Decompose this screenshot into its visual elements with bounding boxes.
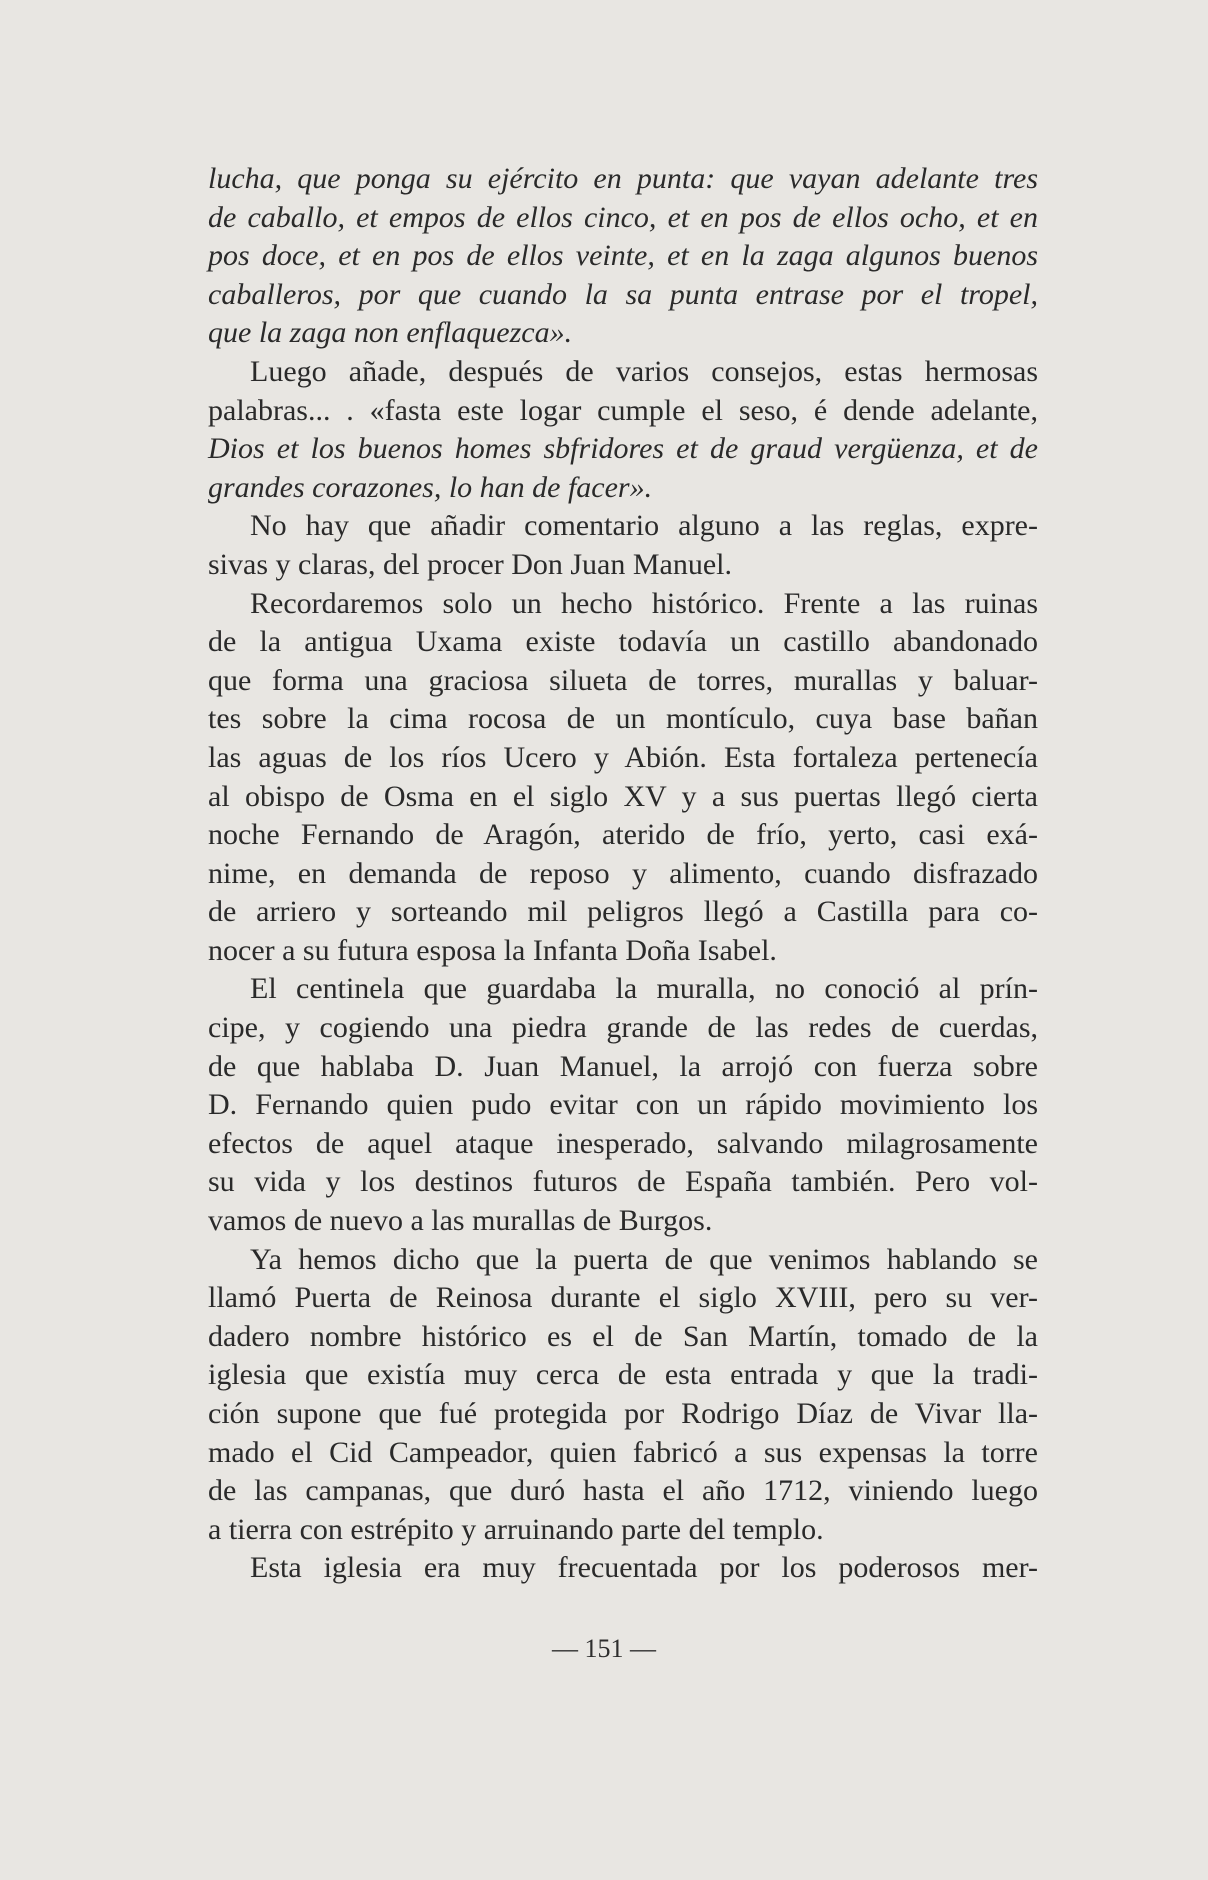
text-line: pos doce, et en pos de ellos veinte, et en la zaga algunos buenos — [208, 239, 1038, 273]
text-line: que forma una graciosa silueta de torres, murallas y baluar- — [208, 663, 1038, 697]
text-line: caballeros, por que cuando la sa punta entrase por el tropel, — [208, 277, 1038, 311]
text-line: efectos de aquel ataque inesperado, salvando milagrosamente — [208, 1126, 1038, 1160]
text-line: que la zaga non enflaquezca». — [208, 316, 573, 350]
text-line: vamos de nuevo a las murallas de Burgos. — [208, 1204, 713, 1238]
text-line: cipe, y cogiendo una piedra grande de las redes de cuerdas, — [208, 1011, 1038, 1045]
text-line: Ya hemos dicho que la puerta de que venimos hablando se — [250, 1242, 1038, 1276]
text-line: El centinela que guardaba la muralla, no conoció al prín- — [250, 972, 1038, 1006]
text-line: nocer a su futura esposa la Infanta Doña Isabel. — [208, 933, 777, 967]
text-line: de caballo, et empos de ellos cinco, et en pos de ellos ocho, et en — [208, 200, 1038, 234]
text-line: ción supone que fué protegida por Rodrigo Díaz de Vivar lla- — [208, 1397, 1038, 1430]
text-line: Luego añade, después de varios consejos, estas hermosas — [250, 354, 1038, 388]
text-line: nime, en demanda de reposo y alimento, cuando disfrazado — [208, 856, 1038, 890]
text-line: sivas y claras, del procer Don Juan Manuel. — [208, 547, 733, 581]
page-number: — 151 — — [552, 1634, 656, 1663]
text-line: de la antigua Uxama existe todavía un castillo abandonado — [208, 625, 1038, 659]
text-line: tes sobre la cima rocosa de un montículo, cuya base bañan — [208, 702, 1038, 736]
text-line: llamó Puerta de Reinosa durante el siglo XVIII, pero su ver- — [208, 1281, 1038, 1315]
text-line: noche Fernando de Aragón, aterido de frío, yerto, casi exá- — [208, 818, 1038, 852]
text-line: Esta iglesia era muy frecuentada por los poderosos mer- — [250, 1551, 1038, 1585]
text-line: D. Fernando quien pudo evitar con un rápido movimiento los — [208, 1088, 1038, 1122]
text-line: a tierra con estrépito y arruinando parte del templo. — [208, 1512, 824, 1546]
text-line: de las campanas, que duró hasta el año 1712, viniendo luego — [208, 1474, 1038, 1508]
text-line: de que hablaba D. Juan Manuel, la arrojó con fuerza sobre — [208, 1049, 1038, 1083]
text-line: palabras... . «fasta este logar cumple el seso, é dende adelante, — [208, 393, 1038, 427]
text-line: al obispo de Osma en el siglo XV y a sus puertas llegó cierta — [208, 779, 1038, 813]
text-line: de arriero y sorteando mil peligros llegó a Castilla para co- — [208, 895, 1038, 929]
text-line: iglesia que existía muy cerca de esta entrada y que la tradi- — [208, 1358, 1038, 1392]
text-line: Dios et los buenos homes sbfridores et de graud vergüenza, et de — [208, 432, 1038, 466]
text-line: las aguas de los ríos Ucero y Abión. Esta fortaleza pertenecía — [208, 740, 1038, 774]
text-line: su vida y los destinos futuros de España también. Pero vol- — [208, 1165, 1038, 1199]
text-line: Recordaremos solo un hecho histórico. Frente a las ruinas — [250, 586, 1038, 620]
text-line: lucha, que ponga su ejército en punta: que vayan adelante tres — [208, 162, 1038, 195]
text-line: grandes corazones, lo han de facer». — [208, 470, 653, 504]
text-line: mado el Cid Campeador, quien fabricó a sus expensas la torre — [208, 1435, 1038, 1469]
text-line: No hay que añadir comentario alguno a las reglas, expre- — [250, 509, 1038, 543]
text-line: dadero nombre histórico es el de San Martín, tomado de la — [208, 1319, 1038, 1353]
body-text — [208, 160, 1038, 1588]
